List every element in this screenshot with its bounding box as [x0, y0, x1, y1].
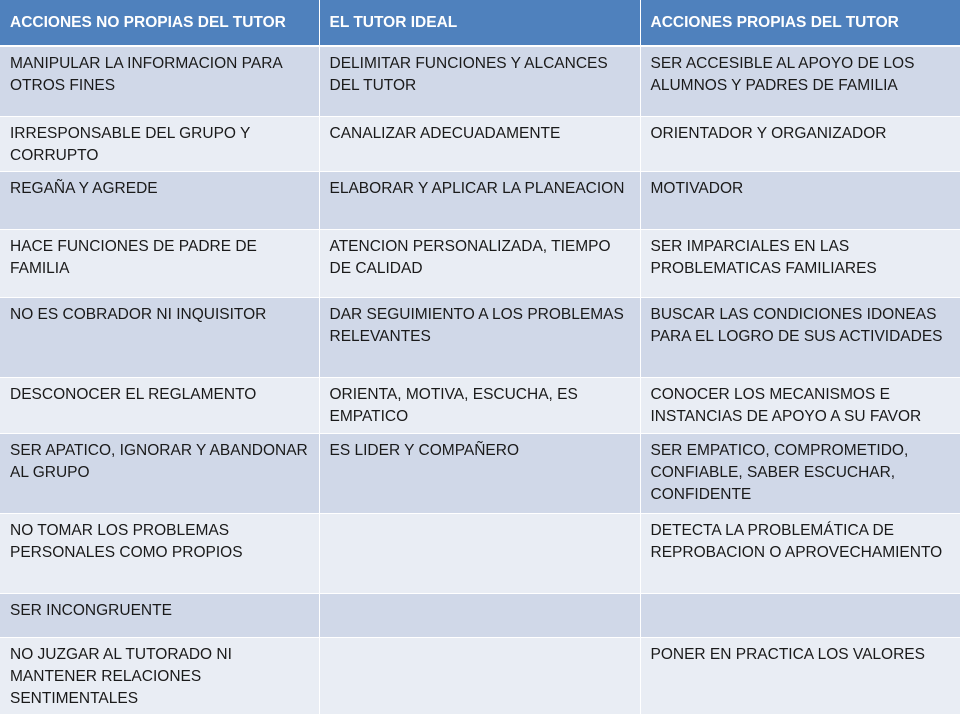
cell-tutor-ideal [319, 513, 640, 593]
cell-propias: CONOCER LOS MECANISMOS E INSTANCIAS DE APOYO A SU FAVOR [640, 377, 960, 433]
header-tutor-ideal: EL TUTOR IDEAL [319, 0, 640, 46]
cell-tutor-ideal: ATENCION PERSONALIZADA, TIEMPO DE CALIDAD [319, 229, 640, 297]
table-row [0, 377, 960, 433]
cell-no-propias: IRRESPONSABLE DEL GRUPO Y CORRUPTO [0, 116, 319, 171]
cell-tutor-ideal: DAR SEGUIMIENTO A LOS PROBLEMAS RELEVANTES [319, 297, 640, 377]
cell-tutor-ideal: ELABORAR Y APLICAR LA PLANEACION [319, 171, 640, 229]
table-row [0, 637, 960, 714]
table-row [0, 593, 960, 637]
cell-tutor-ideal [319, 593, 640, 637]
table-row [0, 513, 960, 593]
header-acciones-propias: ACCIONES PROPIAS DEL TUTOR [640, 0, 960, 46]
cell-no-propias: SER INCONGRUENTE [0, 593, 319, 637]
table-row [0, 116, 960, 171]
cell-propias: ORIENTADOR Y ORGANIZADOR [640, 116, 960, 171]
table-row [0, 229, 960, 297]
cell-propias: SER IMPARCIALES EN LAS PROBLEMATICAS FAMILIARES [640, 229, 960, 297]
cell-tutor-ideal: ES LIDER Y COMPAÑERO [319, 433, 640, 513]
cell-propias: BUSCAR LAS CONDICIONES IDONEAS PARA EL LOGRO DE SUS ACTIVIDADES [640, 297, 960, 377]
table-row [0, 46, 960, 116]
cell-propias: SER EMPATICO, COMPROMETIDO, CONFIABLE, SABER ESCUCHAR, CONFIDENTE [640, 433, 960, 513]
cell-no-propias: NO ES COBRADOR NI INQUISITOR [0, 297, 319, 377]
cell-propias: DETECTA LA PROBLEMÁTICA DE REPROBACION O APROVECHAMIENTO [640, 513, 960, 593]
cell-propias: PONER EN PRACTICA LOS VALORES [640, 637, 960, 714]
cell-no-propias: MANIPULAR LA INFORMACION PARA OTROS FINES [0, 46, 319, 116]
cell-no-propias: NO JUZGAR AL TUTORADO NI MANTENER RELACIONES SENTIMENTALES [0, 637, 319, 714]
cell-no-propias: REGAÑA Y AGREDE [0, 171, 319, 229]
cell-tutor-ideal: ORIENTA, MOTIVA, ESCUCHA, ES EMPATICO [319, 377, 640, 433]
table-row [0, 171, 960, 229]
cell-propias: SER ACCESIBLE AL APOYO DE LOS ALUMNOS Y PADRES DE FAMILIA [640, 46, 960, 116]
cell-no-propias: DESCONOCER EL REGLAMENTO [0, 377, 319, 433]
header-acciones-no-propias: ACCIONES NO PROPIAS DEL TUTOR [0, 0, 319, 46]
cell-no-propias: HACE FUNCIONES DE PADRE DE FAMILIA [0, 229, 319, 297]
table-row [0, 433, 960, 513]
cell-tutor-ideal [319, 637, 640, 714]
cell-tutor-ideal: DELIMITAR FUNCIONES Y ALCANCES DEL TUTOR [319, 46, 640, 116]
cell-tutor-ideal: CANALIZAR ADECUADAMENTE [319, 116, 640, 171]
cell-no-propias: NO TOMAR LOS PROBLEMAS PERSONALES COMO PROPIOS [0, 513, 319, 593]
cell-propias [640, 593, 960, 637]
table-row [0, 297, 960, 377]
cell-no-propias: SER APATICO, IGNORAR Y ABANDONAR AL GRUPO [0, 433, 319, 513]
table-header-row [0, 0, 960, 46]
cell-propias: MOTIVADOR [640, 171, 960, 229]
